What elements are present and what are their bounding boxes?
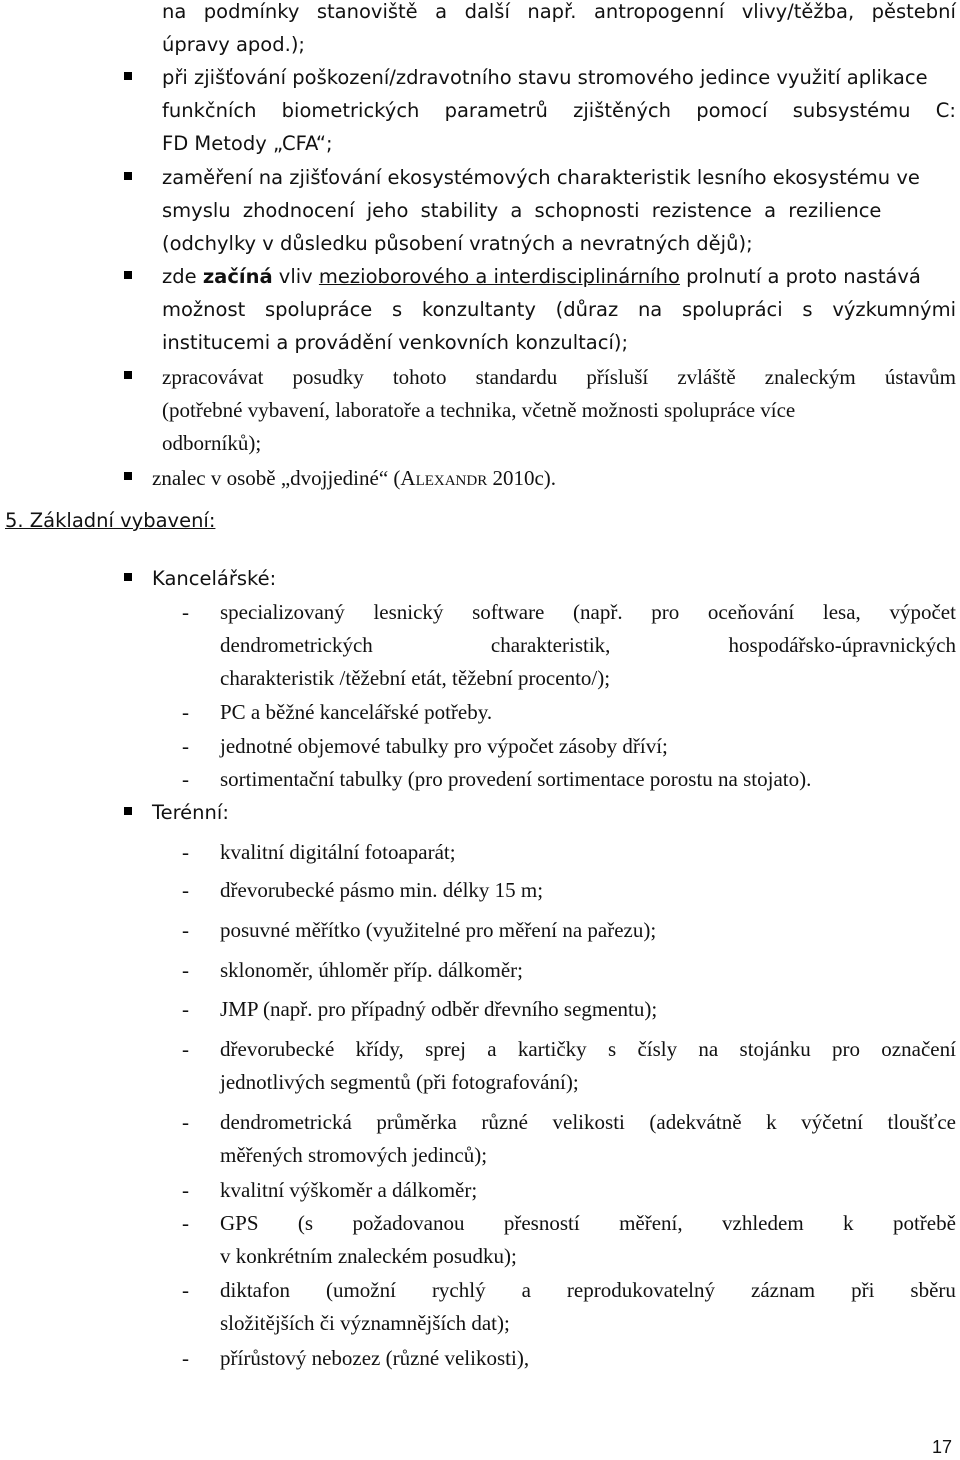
field-item-11: přírůstový nebozez (různé velikosti), [220, 1346, 530, 1370]
dash-marker: - [182, 997, 189, 1021]
word: konzultanty [421, 298, 536, 321]
bullet-marker [124, 172, 132, 180]
field-item-10-line-1 [220, 1278, 956, 1302]
office-item-1-line-2 [220, 633, 956, 657]
word: GPS [220, 1211, 259, 1235]
emphasized-word: začíná [202, 265, 273, 288]
word: přesností [503, 1211, 580, 1235]
bullet-1-line-2 [162, 99, 956, 123]
dash-marker: - [182, 600, 189, 624]
word: (s [297, 1211, 314, 1235]
word: různé [481, 1110, 528, 1134]
intro-line-2: úpravy apod.); [162, 33, 305, 56]
word: a [435, 0, 448, 23]
office-item-2: PC a běžné kancelářské potřeby. [220, 700, 493, 724]
word: a [521, 1278, 531, 1302]
bullet-marker [124, 72, 132, 80]
word: spolupráci [681, 298, 783, 321]
dash-marker: - [182, 1211, 189, 1235]
bullet-3-line-1 [162, 265, 921, 289]
field-item-6-line-2: jednotlivých segmentů (při fotografování); [220, 1070, 579, 1094]
field-item-6-line-1 [220, 1037, 956, 1061]
text-run: zde [162, 265, 203, 288]
word: přísluší [586, 365, 649, 389]
word: zvláště [677, 365, 736, 389]
field-item-4: sklonoměr, úhloměr příp. dálkoměr; [220, 958, 524, 982]
word: na [698, 1037, 719, 1061]
word: pěstební [871, 0, 956, 23]
word: křídy, [355, 1037, 404, 1061]
word: funkčních [162, 99, 257, 122]
word: průměrka [376, 1110, 457, 1134]
underlined-phrase: mezioborového a interdisciplinárního [318, 265, 680, 288]
word: C: [935, 99, 956, 122]
dash-marker: - [182, 1278, 189, 1302]
page-number: 17 [932, 1437, 953, 1457]
bullet-4-line-2: (potřebné vybavení, laboratoře a technika, včetně možnosti spolupráce více [162, 398, 796, 422]
word: pro [832, 1037, 860, 1061]
office-item-1-line-1 [220, 600, 956, 624]
word: potřebě [892, 1211, 956, 1235]
office-label: Kancelářské: [152, 567, 277, 590]
word: zpracovávat [162, 365, 264, 389]
word: výzkumnými [832, 298, 956, 321]
field-item-10-line-2: složitějších či významnějších dat); [220, 1311, 510, 1335]
word: (umožní [325, 1278, 396, 1302]
word: znaleckým [764, 365, 856, 389]
word: (důraz [555, 298, 619, 321]
word: lesnický [373, 600, 444, 624]
word: sprej [425, 1037, 466, 1061]
dash-marker: - [182, 958, 189, 982]
word: pomocí [696, 99, 768, 122]
bullet-3-line-2 [162, 298, 956, 322]
word: standardu [475, 365, 558, 389]
field-item-9-line-2: v konkrétním znaleckém posudku); [220, 1244, 517, 1268]
word: parametrů [444, 99, 548, 122]
word: dendrometrická [220, 1110, 352, 1134]
field-item-8: kvalitní výškoměr a dálkoměr; [220, 1178, 478, 1202]
field-item-5: JMP (např. pro případný odběr dřevního segmentu); [220, 997, 658, 1021]
word: a [487, 1037, 497, 1061]
word: požadovanou [352, 1211, 465, 1235]
field-item-1: kvalitní digitální fotoaparát; [220, 840, 456, 864]
text-run: 2010c). [487, 466, 557, 490]
bullet-marker [124, 371, 132, 379]
word: vlivy/těžba, [741, 0, 855, 23]
word: specializovaný [220, 600, 345, 624]
bullet-1-line-1: při zjišťování poškození/zdravotního stavu stromového jedince využití aplikace [162, 66, 928, 89]
word: ústavům [884, 365, 956, 389]
word: výčetní [801, 1110, 863, 1134]
word: s [607, 1037, 617, 1061]
author-name: lexandr [415, 466, 488, 490]
word: výpočet [889, 600, 956, 624]
bullet-4-line-1 [162, 365, 956, 389]
word: hospodářsko-úpravnických [728, 633, 956, 657]
word: např. [527, 0, 577, 23]
word: měření, [619, 1211, 683, 1235]
dash-marker: - [182, 1037, 189, 1061]
word: označení [881, 1037, 956, 1061]
word: podmínky [203, 0, 300, 23]
word: k [766, 1110, 777, 1134]
word: při [851, 1278, 875, 1302]
word: charakteristik, [490, 633, 611, 657]
bullet-5-line-1 [152, 466, 556, 490]
word: na [637, 298, 663, 321]
dash-marker: - [182, 700, 189, 724]
word: tloušťce [887, 1110, 956, 1134]
word: oceňování [707, 600, 795, 624]
dash-marker: - [182, 767, 189, 791]
word: s [802, 298, 813, 321]
word: sběru [910, 1278, 956, 1302]
field-label: Terénní: [152, 801, 229, 824]
word: stojánku [739, 1037, 811, 1061]
text-run: znalec v osobě „dvojjediné“ (A [152, 466, 416, 490]
word: reprodukovatelný [566, 1278, 716, 1302]
field-item-7-line-1 [220, 1110, 956, 1134]
word: spolupráce [264, 298, 373, 321]
dash-marker: - [182, 1346, 189, 1370]
bullet-3-line-3: institucemi a provádění venkovních konzultací); [162, 331, 629, 354]
word: stanoviště [316, 0, 418, 23]
word: kartičky [517, 1037, 587, 1061]
word: dřevorubecké [220, 1037, 335, 1061]
field-item-3: posuvné měřítko (využitelné pro měření na pařezu); [220, 918, 657, 942]
text-run: vliv [272, 265, 319, 288]
word: na [162, 0, 187, 23]
field-item-9-line-1 [220, 1211, 956, 1235]
bullet-marker [124, 807, 132, 815]
word: (např. [573, 600, 623, 624]
office-item-1-line-3: charakteristik /těžební etát, těžební procento/); [220, 666, 611, 690]
bullet-marker [124, 573, 132, 581]
dash-marker: - [182, 878, 189, 902]
word: rychlý [431, 1278, 486, 1302]
word: lesa, [822, 600, 861, 624]
word: vzhledem [722, 1211, 804, 1235]
bullet-2-line-1: zaměření na zjišťování ekosystémových charakteristik lesního ekosystému ve [162, 166, 920, 189]
bullet-1-line-3: FD Metody „CFA“; [162, 132, 333, 155]
word: další [464, 0, 510, 23]
bullet-2-line-3: (odchylky v důsledku působení vratných a nevratných dějů); [162, 232, 753, 255]
word: biometrických [281, 99, 420, 122]
text-run: prolnutí a proto nastává [679, 265, 921, 288]
dash-marker: - [182, 1110, 189, 1134]
word: software [472, 600, 545, 624]
dash-marker: - [182, 840, 189, 864]
word: velikosti [552, 1110, 625, 1134]
section-heading: 5. Základní vybavení: [5, 509, 216, 532]
word: (adekvátně [649, 1110, 742, 1134]
office-item-4: sortimentační tabulky (pro provedení sortimentace porostu na stojato). [220, 767, 812, 791]
word: tohoto [392, 365, 447, 389]
bullet-marker [124, 271, 132, 279]
word: k [843, 1211, 854, 1235]
word: pro [651, 600, 680, 624]
dash-marker: - [182, 918, 189, 942]
dash-marker: - [182, 734, 189, 758]
word: dendrometrických [220, 633, 373, 657]
word: antropogenní [593, 0, 725, 23]
word: zjištěných [573, 99, 671, 122]
word: záznam [751, 1278, 816, 1302]
word: diktafon [220, 1278, 290, 1302]
bullet-2-line-2: smyslu zhodnocení jeho stability a schopnosti rezistence a rezilience [162, 199, 882, 222]
word: subsystému [792, 99, 911, 122]
field-item-7-line-2: měřených stromových jedinců); [220, 1143, 488, 1167]
bullet-4-line-3: odborníků); [162, 431, 262, 455]
word: možnost [162, 298, 246, 321]
intro-line-1 [162, 0, 956, 24]
word: čísly [637, 1037, 678, 1061]
dash-marker: - [182, 1178, 189, 1202]
field-item-2: dřevorubecké pásmo min. délky 15 m; [220, 878, 544, 902]
office-item-3: jednotné objemové tabulky pro výpočet zásoby dříví; [220, 734, 668, 758]
word: s [392, 298, 403, 321]
word: posudky [292, 365, 364, 389]
bullet-marker [124, 472, 132, 480]
